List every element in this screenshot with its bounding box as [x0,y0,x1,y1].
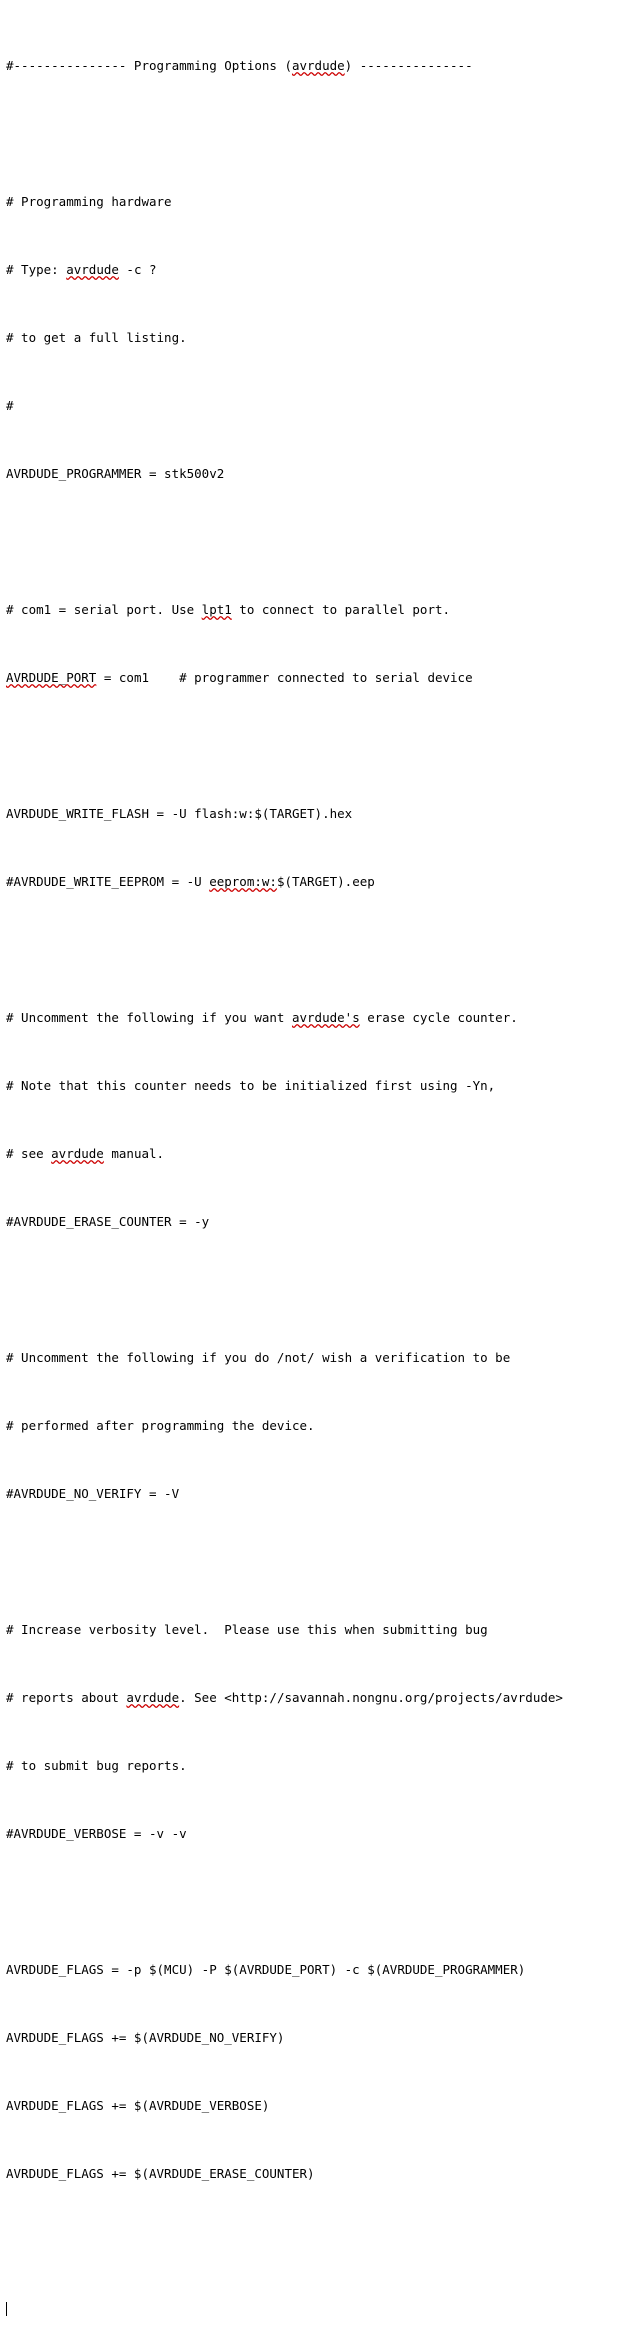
code-line-blank[interactable] [6,533,632,550]
code-line[interactable] [6,1961,632,1978]
line-text: . See <http://savannah.nongnu.org/projects/avrdude> [179,1690,563,1705]
line-text: ) --------------- [344,58,473,73]
caret-line[interactable] [6,2301,632,2318]
code-line[interactable] [6,873,632,890]
code-line[interactable] [6,1213,632,1230]
line-text: # reports about [6,1690,127,1705]
code-line[interactable] [6,1417,632,1434]
line-text: # performed after programming the device. [6,1418,315,1433]
line-text: # Uncomment the following if you do /not/ wish a verification to be [6,1350,511,1365]
code-line[interactable] [6,1757,632,1774]
code-line[interactable] [6,2165,632,2182]
code-line[interactable] [6,1825,632,1842]
line-text: AVRDUDE_FLAGS = -p $(MCU) -P $(AVRDUDE_PORT) -c $(AVRDUDE_PROGRAMMER) [6,1962,526,1977]
line-text: erase cycle counter. [359,1010,518,1025]
code-line-blank[interactable] [6,2233,632,2250]
code-line[interactable] [6,397,632,414]
line-text: #AVRDUDE_WRITE_EEPROM = -U [6,874,210,889]
line-text: AVRDUDE_FLAGS += $(AVRDUDE_NO_VERIFY) [6,2030,285,2045]
spellchecked-word: avrdude [291,58,345,73]
code-line[interactable] [6,57,632,74]
line-text: AVRDUDE_PROGRAMMER = stk500v2 [6,466,225,481]
code-line-blank[interactable] [6,1281,632,1298]
line-text: # Uncomment the following if you want [6,1010,292,1025]
spellchecked-word: avrdude's [291,1010,360,1025]
code-line-blank[interactable] [6,125,632,142]
line-text: manual. [103,1146,165,1161]
line-text: # Note that this counter needs to be initialized first using -Yn, [6,1078,496,1093]
code-line[interactable] [6,465,632,482]
code-line-blank[interactable] [6,941,632,958]
text-caret [6,2302,7,2316]
line-text: #AVRDUDE_VERBOSE = -v -v [6,1826,187,1841]
spellchecked-word: lpt1 [201,602,232,617]
line-text: AVRDUDE_FLAGS += $(AVRDUDE_ERASE_COUNTER) [6,2166,315,2181]
line-text: # see [6,1146,52,1161]
line-text: #--------------- Programming Options ( [6,58,292,73]
line-text: to connect to parallel port. [231,602,451,617]
code-line[interactable] [6,261,632,278]
line-text: # com1 = serial port. Use [6,602,202,617]
code-line[interactable] [6,1145,632,1162]
code-line[interactable] [6,669,632,686]
code-line[interactable] [6,2097,632,2114]
line-text: # Programming hardware [6,194,172,209]
spellchecked-word: avrdude [126,1690,180,1705]
line-text: = com1 # programmer connected to serial device [96,670,473,685]
line-text: AVRDUDE_FLAGS += $(AVRDUDE_VERBOSE) [6,2098,270,2113]
line-text: # to submit bug reports. [6,1758,187,1773]
code-line-blank[interactable] [6,1553,632,1570]
line-text: #AVRDUDE_ERASE_COUNTER = -y [6,1214,210,1229]
spellchecked-word: AVRDUDE_PORT [6,670,97,685]
code-line[interactable] [6,1077,632,1094]
spellchecked-word: eeprom:w: [209,874,277,889]
code-line[interactable] [6,1485,632,1502]
code-line[interactable] [6,2029,632,2046]
line-text: # Increase verbosity level. Please use this when submitting bug [6,1622,488,1637]
line-text: # Type: [6,262,67,277]
line-text: $(TARGET).eep [276,874,375,889]
line-text: # [6,398,14,413]
code-line[interactable] [6,1349,632,1366]
code-line[interactable] [6,193,632,210]
spellchecked-word: avrdude [66,262,119,277]
line-text: -c ? [118,262,157,277]
line-text: AVRDUDE_WRITE_FLASH = -U flash:w:$(TARGET).hex [6,806,353,821]
code-line[interactable] [6,1689,632,1706]
code-line[interactable] [6,601,632,618]
code-line-blank[interactable] [6,1893,632,1910]
code-line[interactable] [6,1621,632,1638]
code-line[interactable] [6,805,632,822]
spellchecked-word: avrdude [51,1146,104,1161]
code-line-blank[interactable] [6,737,632,754]
line-text: # to get a full listing. [6,330,187,345]
line-text: #AVRDUDE_NO_VERIFY = -V [6,1486,180,1501]
code-line[interactable] [6,329,632,346]
code-line[interactable] [6,1009,632,1026]
